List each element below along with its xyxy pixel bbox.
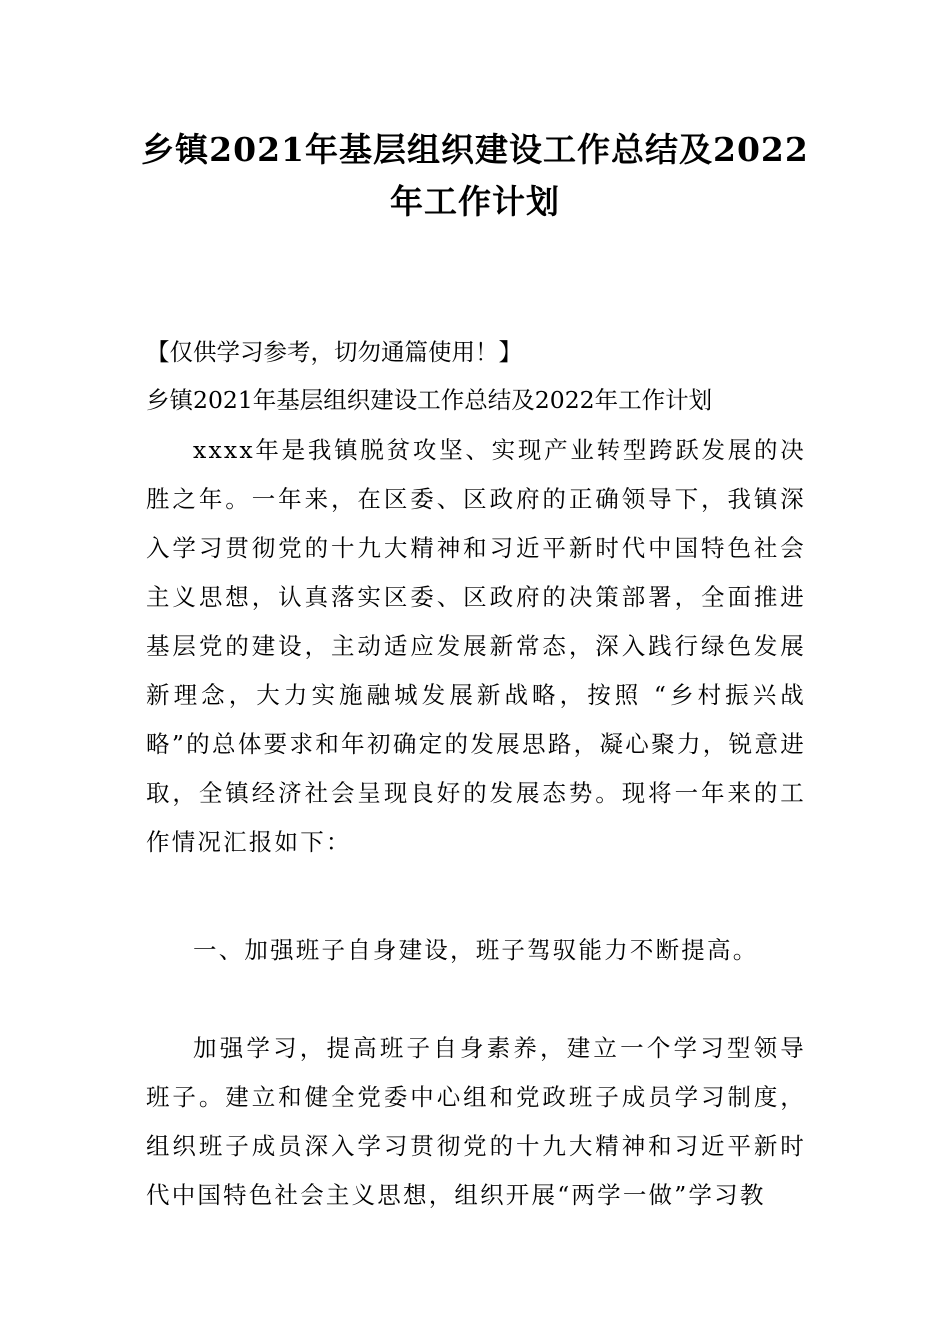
section-1-paragraph: 加强学习，提高班子自身素养，建立一个学习型领导班子。建立和健全党委中心组和党政班子成员学习制度，组织班子成员深入学习贯彻党的十九大精神和习近平新时代中国特色社会主义思想，组织开展“两学一做”学习教 <box>146 1034 806 1209</box>
intro-paragraph: xxxx年是我镇脱贫攻坚、实现产业转型跨跃发展的决胜之年。一年来，在区委、区政府的正确领导下，我镇深入学习贯彻党的十九大精神和习近平新时代中国特色社会主义思想，认真落实区委、区政府的决策部署，全面推进基层党的建设，主动适应发展新常态，深入践行绿色发展新理念，大力实施融城发展新战略，按照 “乡村振兴战略”的总体要求和年初确定的发展思路，凝心聚力，锐意进取，全镇经济社会呈现良好的发展态势。现将一年来的工作情况汇报如下： <box>146 436 806 856</box>
title-line-1: 乡镇2021年基层组织建设工作总结及2022 <box>141 130 809 169</box>
title-line-2: 年工作计划 <box>390 182 560 221</box>
document-title <box>120 124 830 228</box>
usage-notice: 【仅供学习参考，切勿通篇使用！】 <box>146 338 522 366</box>
document-subtitle: 乡镇2021年基层组织建设工作总结及2022年工作计划 <box>146 386 713 414</box>
section-heading-1: 一、加强班子自身建设，班子驾驭能力不断提高。 <box>193 936 759 964</box>
